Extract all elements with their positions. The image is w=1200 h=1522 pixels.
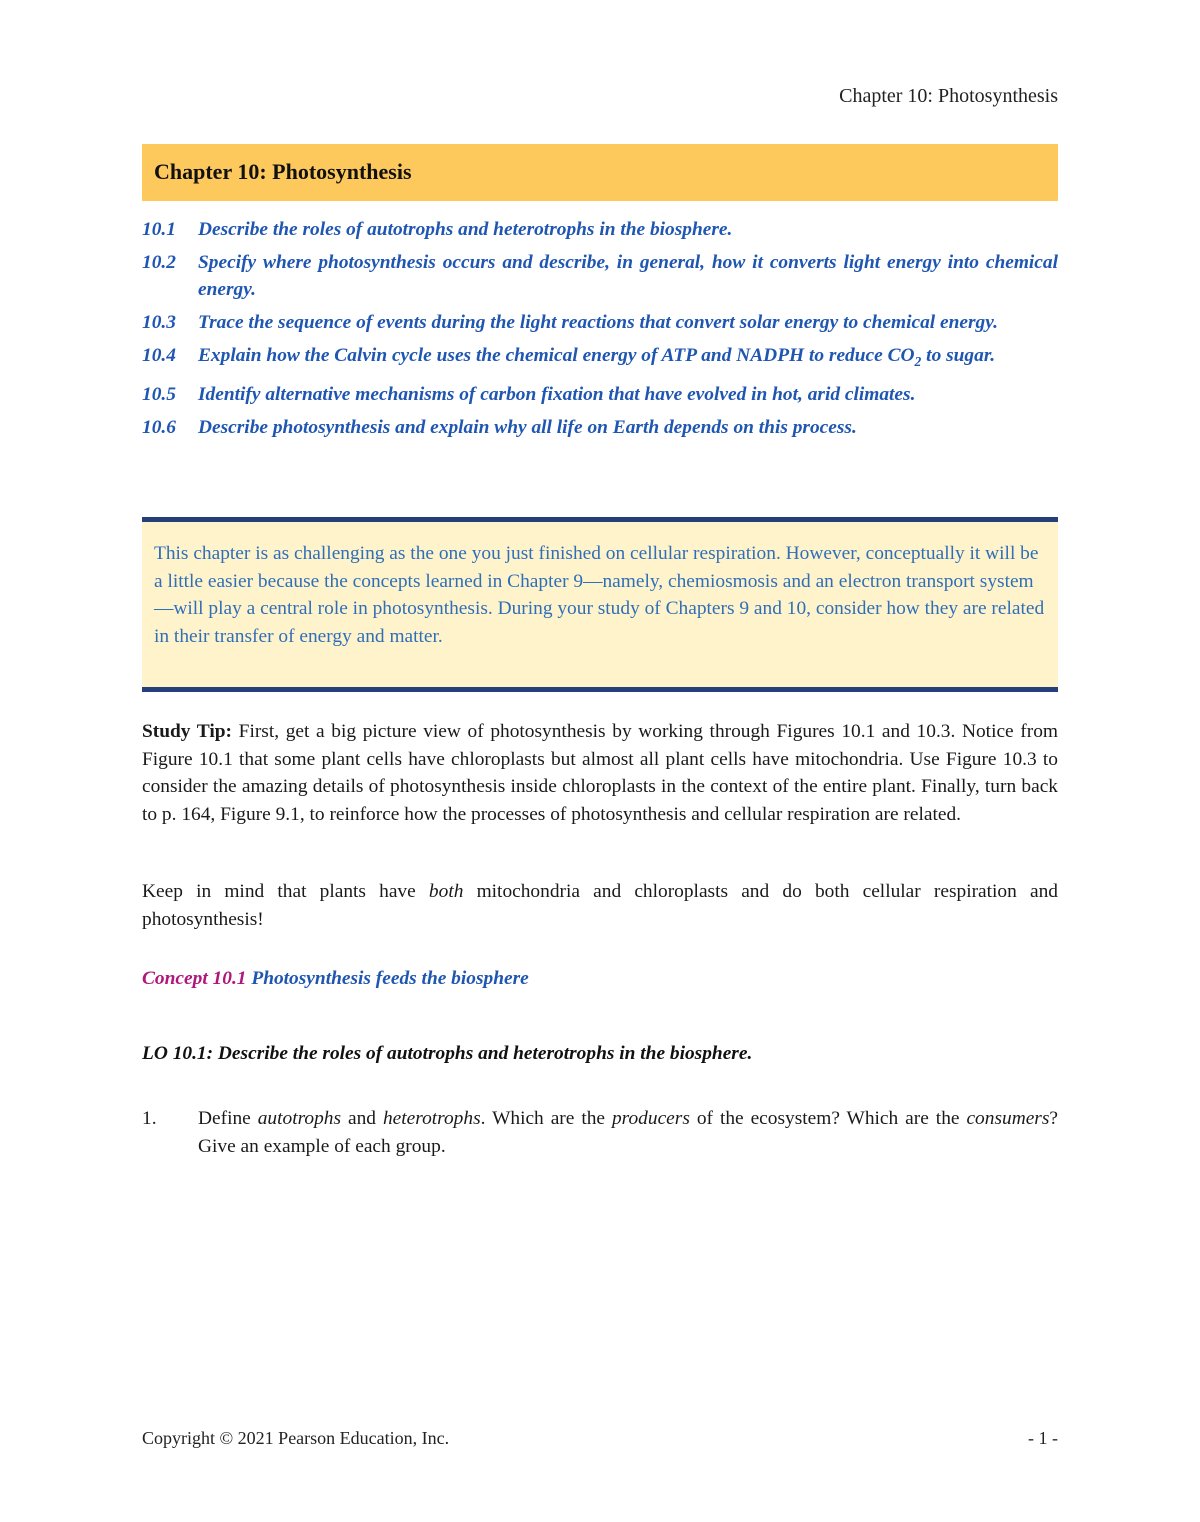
objective-number: 10.5 (142, 383, 176, 405)
question-emphasis: heterotrophs (382, 1108, 481, 1129)
objective-item (142, 381, 1058, 408)
objective-text-part: Explain how the Calvin cycle uses the chemical energy of ATP and NADPH to reduce CO (198, 345, 915, 366)
question-text-part: of the ecosystem? Which are the (689, 1108, 967, 1129)
question-emphasis: producers (611, 1108, 690, 1129)
objective-number: 10.6 (142, 416, 176, 438)
objective-item (142, 309, 1058, 336)
objective-number: 10.4 (142, 345, 176, 366)
chapter-intro-callout (142, 517, 1058, 692)
question-number: 1. (142, 1108, 157, 1129)
question-text-part: . Which are the (480, 1108, 612, 1129)
objective-text: Identify alternative mechanisms of carbon fixation that have evolved in hot, arid climates. (198, 383, 916, 405)
callout-text: This chapter is as challenging as the one you just finished on cellular respiration. However, conceptually it will be a little easier because the concepts learned in Chapter 9—namely, chemiosmosis and an electron transport system—will play a central role in photosynthesis. During your study of Chapters 9 and 10, consider how they are related in their transfer of energy and matter. (154, 543, 1045, 647)
keep-in-mind-text: mitochondria and chloroplasts and do both cellular respiration and photosynthesis! (142, 881, 1058, 930)
subscript-two: 2 (914, 353, 922, 369)
question-text-part: and (341, 1108, 383, 1129)
study-tip-paragraph (142, 718, 1058, 828)
objective-item (142, 342, 1058, 375)
question-text (198, 1105, 1058, 1160)
objective-item (142, 249, 1058, 303)
objective-text: Trace the sequence of events during the light reactions that convert solar energy to chemical energy. (198, 312, 998, 333)
study-tip-label: Study Tip: (142, 721, 233, 742)
learning-objective-heading: LO 10.1: Describe the roles of autotrophs and heterotrophs in the biosphere. (142, 1043, 753, 1064)
question-item (142, 1105, 1058, 1160)
objective-text (198, 342, 1058, 375)
objective-item (142, 414, 1058, 441)
keep-in-mind-paragraph (142, 878, 1058, 933)
keep-in-mind-emphasis: both (428, 881, 464, 902)
objective-text: Describe the roles of autotrophs and heterotrophs in the biosphere. (198, 219, 733, 240)
page-number: - 1 - (1028, 1428, 1058, 1448)
chapter-title: Chapter 10: Photosynthesis (154, 159, 412, 184)
objective-text: Specify where photosynthesis occurs and describe, in general, how it converts light energy into chemical energy. (198, 252, 1058, 300)
running-header: Chapter 10: Photosynthesis (839, 85, 1058, 107)
question-text-part: ? Give an example of each group. (198, 1108, 1059, 1157)
concept-title: Photosynthesis feeds the biosphere (246, 968, 529, 989)
concept-prefix: Concept 10.1 (142, 968, 247, 989)
question-text-part: Define (198, 1108, 258, 1129)
chapter-title-banner (142, 144, 1058, 201)
objective-number: 10.3 (142, 312, 176, 333)
objective-item (142, 216, 1058, 243)
question-emphasis: consumers (966, 1108, 1050, 1129)
objective-number: 10.2 (142, 252, 176, 273)
copyright-notice: Copyright © 2021 Pearson Education, Inc. (142, 1428, 450, 1448)
concept-heading (142, 968, 529, 990)
objective-text-part: to sugar. (921, 345, 996, 366)
page-footer (142, 1428, 1058, 1449)
objective-number: 10.1 (142, 219, 176, 240)
keep-in-mind-text: Keep in mind that plants have (142, 881, 429, 902)
question-emphasis: autotrophs (257, 1108, 342, 1129)
objective-text: Describe photosynthesis and explain why all life on Earth depends on this process. (198, 416, 857, 438)
study-tip-text: First, get a big picture view of photosynthesis by working through Figures 10.1 and 10.3. Notice from Figure 10.1 that some plant cells have chloroplasts but almost all plant cells have mitochondria. Use Figure 10.3 to consider the amazing details of photosynthesis inside chloroplasts in the context of the entire plant. Finally, turn back to p. 164, Figure 9.1, to reinforce how the processes of photosynthesis and cellular respiration are related. (142, 721, 1058, 825)
learning-objectives-list (142, 216, 1058, 447)
